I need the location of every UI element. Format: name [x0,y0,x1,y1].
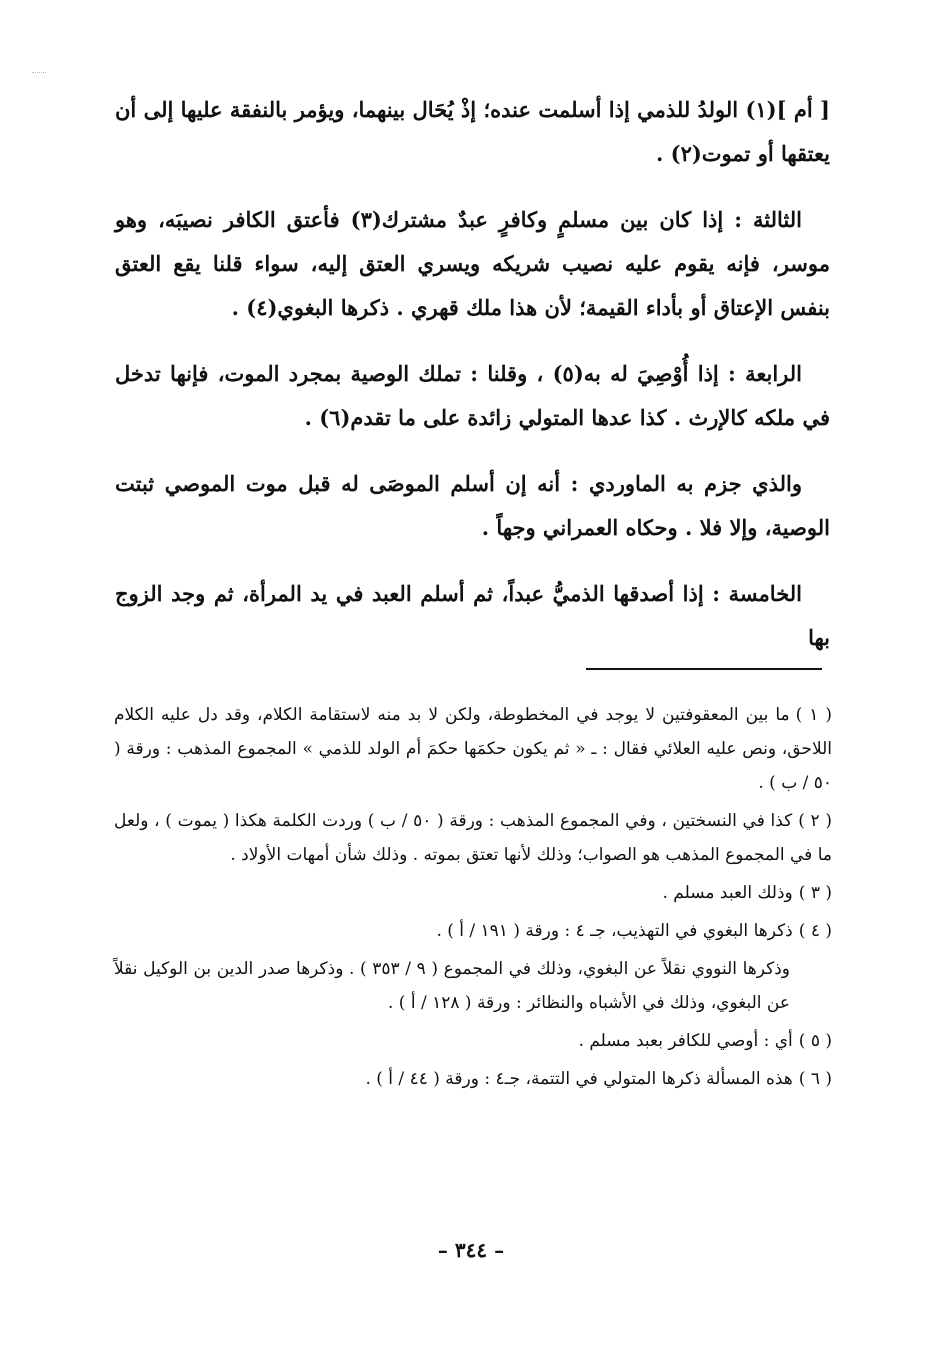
footnote-2 [114,804,832,872]
footnote-4-continued [114,952,832,1020]
footnote-text: ذكرها البغوي في التهذيب، جـ ٤ : ورقة ( ١٩١ / أ ) . [436,921,793,941]
footnote-number: ( ١ ) [795,705,832,725]
footnote-text: وذلك العبد مسلم . [662,883,793,903]
paragraph-1: [ أم ](١) الولدُ للذمي إذا أسلمت عنده؛ إذْ يُحَال بينهما، ويؤمر بالنفقة عليها إلى أن يعتقها أو تموت(٢) . [115,97,830,166]
footnote-6 [114,1062,832,1096]
footnote-1 [114,698,832,800]
footnote-number: ( ٥ ) [798,1031,832,1051]
paragraph-fourth-case: الرابعة : إذا أُوْصِيَ له به(٥) ، وقلنا : تملك الوصية بمجرد الموت، فإنها تدخل في ملكه كالإرث . كذا عدها المتولي زائدة على ما تقدم(٦) . [115,361,830,430]
footnote-number: ( ٢ ) [798,811,832,831]
footnotes-section [114,698,832,1100]
footnote-text: هذه المسألة ذكرها المتولي في التتمة، جـ٤ : ورقة ( ٤٤ / أ ) . [365,1069,793,1089]
page-number: – ٣٤٤ – [437,1238,505,1262]
footnote-number: ( ٦ ) [798,1069,832,1089]
footnote-text: ما بين المعقوفتين لا يوجد في المخطوطة، ولكن لا بد منه لاستقامة الكلام، وقد دل عليه الكلام اللاحق، ونص عليه العلائي فقال : ـ « ثم يكون حكمَها حكمَ أم الولد للذمي » المجموع المذهب : ورقة ( ٥٠ / ب ) . [114,705,832,793]
paragraph-fifth-case: الخامسة : إذا أصدقها الذميُّ عبداً، ثم أسلم العبد في يد المرأة، ثم وجد الزوج بها [115,581,830,650]
footnote-separator [586,668,822,670]
footnote-text: أي : أوصي للكافر بعبد مسلم . [578,1031,793,1051]
footnote-number: ( ٤ ) [798,921,832,941]
page-edge-mark [32,72,46,74]
footnote-3 [114,876,832,910]
footnote-5 [114,1024,832,1058]
footnote-4 [114,914,832,948]
footnote-text: كذا في النسختين ، وفي المجموع المذهب : ورقة ( ٥٠ / ب ) وردت الكلمة هكذا ( يموت ) ، ولعل ما في المجموع المذهب هو الصواب؛ وذلك لأنها تعتق بموته . وذلك شأن أمهات الأولاد . [114,811,832,865]
paragraph-mawardi: والذي جزم به الماوردي : أنه إن أسلم الموصَى له قبل موت الموصي ثبتت الوصية، وإلا فلا . وحكاه العمراني وجهاً . [115,471,830,540]
paragraph-third-case: الثالثة : إذا كان بين مسلمٍ وكافرٍ عبدٌ مشترك(٣) فأعتق الكافر نصيبَه، وهو موسر، فإنه يقوم عليه نصيب شريكه ويسري العتق إليه، سواء قلنا يقع العتق بنفس الإعتاق أو بأداء القيمة؛ لأن هذا ملك قهري . ذكرها البغوي(٤) . [115,207,830,320]
footnote-text: وذكرها النووي نقلاً عن البغوي، وذلك في المجموع ( ٩ / ٣٥٣ ) . وذكرها صدر الدين بن الوكيل نقلاً عن البغوي، وذلك في الأشباه والنظائر : ورقة ( ١٢٨ / أ ) . [114,959,790,1013]
main-text-body [115,88,830,682]
footnote-number: ( ٣ ) [798,883,832,903]
